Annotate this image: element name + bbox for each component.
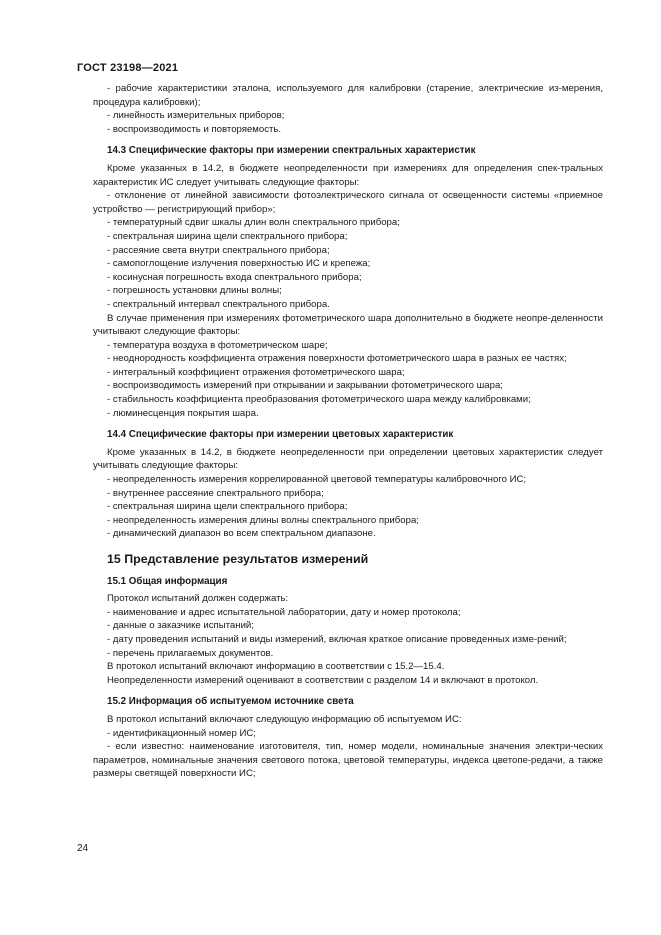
- paragraph: В случае применения при измерениях фотометрического шара дополнительно в бюджете неопре-деленности учитывают следующие факторы:: [93, 312, 603, 338]
- list-item: - стабильность коэффициента преобразования фотометрического шара между калибровками;: [107, 394, 531, 406]
- list-item: - самопоглощение излучения поверхностью ИС и крепежа;: [107, 258, 371, 270]
- list-item: - идентификационный номер ИС;: [107, 727, 256, 739]
- list-item: - внутреннее рассеяние спектрального прибора;: [107, 487, 324, 499]
- list-item: - спектральная ширина щели спектрального прибора;: [107, 230, 348, 242]
- list-item: - рассеяние света внутри спектрального прибора;: [107, 244, 330, 256]
- list-item: - динамический диапазон во всем спектральном диапазоне.: [107, 528, 376, 540]
- list-item: - отклонение от линейной зависимости фотоэлектрического сигнала от освещенности системы «приемное устройство — регистрирующий прибор»;: [93, 190, 603, 215]
- list-item: - линейность измерительных приборов;: [107, 110, 285, 122]
- list-item: - погрешность установки длины волны;: [107, 285, 282, 297]
- section-heading-15: 15 Представление результатов измерений: [107, 552, 369, 566]
- list-item: - неопределенность измерения длины волны спектрального прибора;: [107, 514, 419, 526]
- list-item: - неопределенность измерения коррелированной цветовой температуры калибровочного ИС;: [107, 474, 527, 486]
- list-item: - температурный сдвиг шкалы длин волн спектрального прибора;: [107, 217, 400, 229]
- list-item: - косинусная погрешность входа спектрального прибора;: [107, 271, 362, 283]
- list-item: - дату проведения испытаний и виды измерений, включая краткое описание проведенных изме-рений;: [107, 633, 567, 645]
- list-item: - воспроизводимость измерений при открывании и закрывании фотометрического шара;: [107, 380, 503, 392]
- list-item: - спектральный интервал спектрального прибора.: [107, 298, 330, 310]
- paragraph: В протокол испытаний включают информацию в соответствии с 15.2—15.4.: [107, 661, 445, 673]
- list-item: - перечень прилагаемых документов.: [107, 647, 274, 659]
- list-item: - воспроизводимость и повторяемость.: [107, 123, 282, 135]
- paragraph: Кроме указанных в 14.2, в бюджете неопределенности при определении цветовых характеристик следует учитывать следующие факторы:: [93, 446, 603, 472]
- list-item: - данные о заказчике испытаний;: [107, 620, 254, 632]
- document-header: ГОСТ 23198—2021: [77, 62, 179, 74]
- paragraph: Кроме указанных в 14.2, в бюджете неопределенности при измерениях для определения спек-тральных характеристик ИС следует учитывать следующие факторы:: [93, 162, 603, 188]
- list-item: - температура воздуха в фотометрическом шаре;: [107, 339, 328, 351]
- paragraph: Протокол испытаний должен содержать:: [107, 593, 289, 605]
- section-heading-14-3: 14.3 Специфические факторы при измерении спектральных характеристик: [107, 145, 476, 157]
- page-body: [93, 82, 603, 781]
- list-item: - люминесценция покрытия шара.: [107, 407, 259, 419]
- page-number: 24: [77, 843, 89, 854]
- list-item: - спектральная ширина щели спектрального прибора;: [107, 501, 348, 513]
- paragraph: В протокол испытаний включают следующую информацию об испытуемом ИС:: [107, 713, 462, 725]
- paragraph: Неопределенности измерений оценивают в соответствии с разделом 14 и включают в протокол.: [107, 674, 539, 686]
- section-heading-15-1: 15.1 Общая информация: [107, 575, 228, 587]
- section-heading-15-2: 15.2 Информация об испытуемом источнике света: [107, 696, 354, 708]
- list-item: - неоднородность коэффициента отражения поверхности фотометрического шара в разных ее частях;: [107, 353, 567, 365]
- list-item: - интегральный коэффициент отражения фотометрического шара;: [107, 366, 405, 378]
- list-item: - рабочие характеристики эталона, используемого для калибровки (старение, электрические из-мерения, процедура калибровки);: [93, 83, 603, 108]
- section-heading-14-4: 14.4 Специфические факторы при измерении цветовых характеристик: [107, 429, 454, 441]
- list-item: - если известно: наименование изготовителя, тип, номер модели, номинальные значения электри-ческих параметров, номинальные значения светового потока, цветовой температуры, индекса цветопе-редачи, а также размеры светящей поверхности ИС;: [93, 741, 603, 780]
- list-item: - наименование и адрес испытательной лаборатории, дату и номер протокола;: [107, 606, 461, 618]
